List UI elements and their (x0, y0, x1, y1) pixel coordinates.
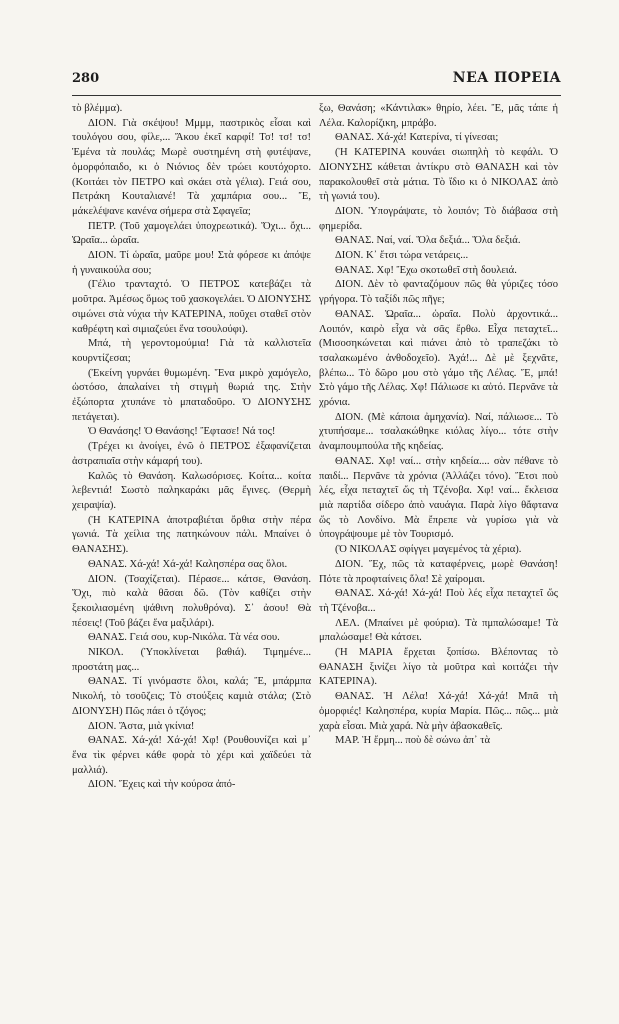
paragraph: ΘΑΝΑΣ. Ναί, ναί. Ὅλα δεξιά... Ὅλα δεξιά. (335, 235, 521, 247)
paragraph: ΔΙΟΝ. (Μὲ κάποια ἀμηχανία). Ναί, πάλιωσε... Τὸ χτυπήσαμε... τσαλακώθηκε κιόλας λίγο... τότε στὴν ἀναμπουμπούλα τῆς κηδείας. (319, 411, 558, 453)
paragraph: ΘΑΝΑΣ. Χφ! ναί... στὴν κηδεία.... σὰν πέθανε τὸ παιδί... Περνᾶνε τὰ χρόνια (Ἀλλάζει τόνο). Ἔτσι ποὺ λές, εἶχα πεταχτεῖ ὥς τὴ Τζένοβα. Χφ! ναί... ἔκλεισα μιὰ παρτίδα σίδερο ἀπὸ ναυάγια. Παρὰ λίγο θἄφτανα ὥς τὸ Λονδίνο. Μὰ ἔπρεπε νὰ γυρίσω γιὰ νὰ ὑπογράψουμε μὲ τὸν Τουρισμό. (319, 455, 558, 541)
paragraph: ΔΙΟΝ. Γιὰ σκέψου! Μμμμ, παστρικὸς εἶσαι καὶ τουλόγου σου, φίλε,... Ἄκου ἐκεῖ καρφί! Τσ! τσ! τσ! Ἐμένα τὰ πουλάς; Μωρὲ συστημένη στὴ φυτέψανε, ὁμορφόπαιδο, κι ὁ Νιόνιος δὲν τρώει κουτόχορτο. (Κοιτάει τὸν ΠΕΤΡΟ καὶ σκάει στὰ γέλια). Γειά σου, Πετράκη Κουταλιανέ! Τὰ χαμπάρια σου... Ἔ, μάκελέψανε κανένα σήμερα στὰ Σφαγεῖα; (72, 117, 311, 217)
paragraph: ΘΑΝΑΣ. Χά-χά! Χά-χά! Χφ! (Ρουθουνίζει καὶ μ᾿ ἕνα τὶκ φέρνει κάθε φορὰ τὸ χέρι καὶ χαϊδεύει τὰ μαλλιά). (72, 735, 311, 776)
paragraph: Καλῶς τὸ Θανάση. Καλωσόρισες. Κοίτα... κοίτα λεβεντιά! Σωστὸ παληκαράκι μᾶς ἔγινες. (Θερμὴ χειραψία). (72, 470, 311, 511)
paragraph: ΘΑΝΑΣ. Χά-χά! Κατερίνα, τί γίνεσαι; (335, 132, 499, 144)
paragraph: ΘΑΝΑΣ. Γειά σου, κυρ-Νικόλα. Τὰ νέα σου. (88, 632, 280, 644)
paragraph: ΘΑΝΑΣ. Χά-χά! Χά-χά! Ποὺ λές εἶχα πεταχτεῖ ὥς τὴ Τζένοβα... (319, 588, 558, 614)
paragraph: ΛΕΛ. (Μπαίνει μὲ φούρια). Τὰ πμπαλώσαμε! Τὰ μπαλώσαμε! Θὰ κάτσει. (319, 617, 558, 644)
page-number: 280 (72, 71, 100, 86)
paragraph: ΠΕΤΡ. (Τοῦ χαμογελάει ὑποχρεωτικά). Ὄχι... ὄχι... Ὡραῖα... ὡραῖα. (72, 220, 311, 247)
paragraph: ΘΑΝΑΣ. Χά-χά! Χά-χά! Καλησπέρα σας ὅλοι. (88, 558, 288, 570)
paragraph: (Γέλιο τρανταχτό. Ὁ ΠΕΤΡΟΣ κατεβάζει τὰ μοῦτρα. Ἀμέσως ὅμως τοῦ χασκογελάει. Ὁ ΔΙΟΝΥΣΗΣ σιμώνει στὰ νύχια τὴν ΚΑΤΕΡΙΝΑ, ποῦχει σταθεῖ στὸν καθρέφτη καὶ σιμιαζεύει ἕνα τσουλούφι). (72, 279, 311, 335)
paragraph: (Ὁ ΝΙΚΟΛΑΣ σφίγγει μαγεμένος τὰ χέρια). (335, 544, 522, 556)
paragraph: ΔΙΟΝ. Κ᾿ ἔτσι τώρα νετάρεις... (335, 250, 469, 262)
paragraph: ΔΙΟΝ. Ἄστα, μιὰ γκίνια! (88, 720, 195, 732)
paragraph: (Ἡ ΚΑΤΕΡΙΝΑ ἀποτραβιέται ὄρθια στὴν πέρα γωνιά. Τὰ χείλια της πατηκώνουν πάλι. Μπαίνει ὁ ΘΑΝΑΣΗΣ). (72, 514, 311, 556)
paragraph: (Ἐκείνη γυρνάει θυμωμένη. Ἕνα μικρὸ χαμόγελο, ὡστόσο, ἁπαλαίνει τὴ στιγμὴ θωριά της. Στὴν ἐξώπορτα χτυπάνε τὸ μπαταδοῦρο. Ὁ ΔΙΟΝΥΣΗΣ πετάγεται). (72, 367, 311, 423)
paragraph: (Τρέχει κι ἀνοίγει, ἐνῶ ὁ ΠΕΤΡΟΣ ἐξαφανίζεται ἀστραπιαῖα στὴν κάμαρή του). (72, 441, 311, 467)
paragraph: Μπά, τὴ γεροντομούμια! Γιὰ τὰ καλλιστεῖα κουρντίζεσαι; (72, 338, 311, 364)
paragraph: ΘΑΝΑΣ. Τί γινόμαστε ὅλοι, καλά; Ἔ, μπάρμπα Νικολή, τὸ τσοῦζεις; Τὸ στούξεις καμιὰ στάλα; (Στὸ ΔΙΟΝΥΣΗ) Πῶς πάει ὁ τζόγος; (72, 676, 311, 717)
left-column (72, 102, 311, 793)
paragraph: ΔΙΟΝ. Δὲν τὸ φανταζόμουν πῶς θὰ γύριζες τόσο γρήγορα. Τὸ ταξίδι πῶς πῆγε; (319, 279, 558, 306)
paragraph: ΔΙΟΝ. Ἔχεις καὶ τὴν κούρσα ἀπό- (88, 779, 236, 791)
paragraph: ΘΑΝΑΣ. Χφ! Ἔχω σκοτωθεῖ στὴ δουλειά. (335, 264, 517, 276)
paragraph: (Ἡ ΜΑΡΙΑ ἔρχεται ξοπίσω. Βλέποντας τὸ ΘΑΝΑΣΗ ξινίζει λίγο τὰ μοῦτρα καὶ κοιτάζει τὴν ΚΑΤΕΡΙΝΑ). (319, 647, 558, 688)
paragraph: ΘΑΝΑΣ. Ἡ Λέλα! Χά-χά! Χά-χά! Μπᾶ τὴ ὀμορφιές! Καλησπέρα, κυρία Μαρία. Πῶς... πῶς... μιὰ χαρὰ εἶσαι. Μιὰ χαρά. Νὰ μὴν ἀβασκαθεῖς. (319, 691, 558, 732)
paragraph: ΔΙΟΝ. Τί ὡραῖα, μαῦρε μου! Στὰ φόρεσε κι ἀπόψε ἡ γυναικούλα σου; (72, 250, 311, 276)
paragraph: ΔΙΟΝ. (Τσαχίζεται). Πέρασε... κάτσε, Θανάση. Ὄχι, πιὸ καλὰ θᾶσαι δῶ. (Τὸν καθίζει στὴν ξεκοιλιασμένη ψάθινη πολυθρόνα). Σ᾿ ἀσου! Θὰ πέσεις! (Τοῦ βάζει ἕνα μαξιλάρι). (72, 573, 311, 629)
running-title: ΝΕΑ ΠΟΡΕΙΑ (452, 70, 561, 86)
paragraph: ξω, Θανάση; «Κάντιλακ» θηρίο, λέει. Ἔ, μᾶς τάπε ἡ Λέλα. Καλορίζικη, μπράβο. (319, 103, 558, 129)
page-header (72, 70, 561, 90)
paragraph: τὸ βλέμμα). (72, 103, 123, 114)
paragraph: ΘΑΝΑΣ. Ὡραῖα... ὡραῖα. Πολὺ ἀρχοντικά... Λοιπόν, καιρὸ εἶχα νὰ σᾶς ἔρθω. Εἶχα πεταχτεῖ... (Μισοσηκώνεται καὶ πιάνει ἀπὸ τὸ τραπεζάκι τὸ τσαλακωμένο ἀνθοδοχεῖο). Ἀχά!... Δὲ μὲ ξεχνᾶτε, βλέπω... Τὸ δῶρο μου στὸ γάμο τῆς Λέλας. Ἔ, μπά! Στὸ γάμο τῆς Λέλας. Χφ! Πάλιωσε κι αὐτό. Περνᾶνε τὰ χρόνια. (319, 308, 558, 409)
paragraph: ΔΙΟΝ. Ὑπογράψατε, τὸ λοιπόν; Τὸ διάβασα στὴ φημερίδα. (319, 205, 558, 232)
header-rule (72, 95, 561, 96)
right-column (319, 102, 558, 749)
paragraph: Ὁ Θανάσης! Ὁ Θανάσης! Ἔφτασε! Νά τος! (88, 426, 276, 438)
paragraph: ΝΙΚΟΛ. (Ὑποκλίνεται βαθιά). Τιμημένε... προστάτη μας... (72, 647, 311, 673)
paragraph: ΔΙΟΝ. Ἔχ, πῶς τὰ καταφέρνεις, μωρὲ Θανάση! Πότε τὰ προφταίνεις ὅλα! Σὲ χαίρομαι. (319, 558, 558, 585)
paragraph: (Ἡ ΚΑΤΕΡΙΝΑ κουνάει σιωπηλὴ τὸ κεφάλι. Ὁ ΔΙΟΝΥΣΗΣ κάθεται ἀντίκρυ στὸ ΘΑΝΑΣΗ καὶ τὸν παρακολουθεῖ στὰ μάτια. Τὸ ἴδιο κι ὁ ΝΙΚΟΛΑΣ ἀπὸ τὴ γωνιά του). (319, 147, 558, 203)
paragraph: ΜΑΡ. Ἡ ἔρμη... ποὺ δὲ σώνω ἀπ᾿ τὰ (335, 735, 491, 747)
